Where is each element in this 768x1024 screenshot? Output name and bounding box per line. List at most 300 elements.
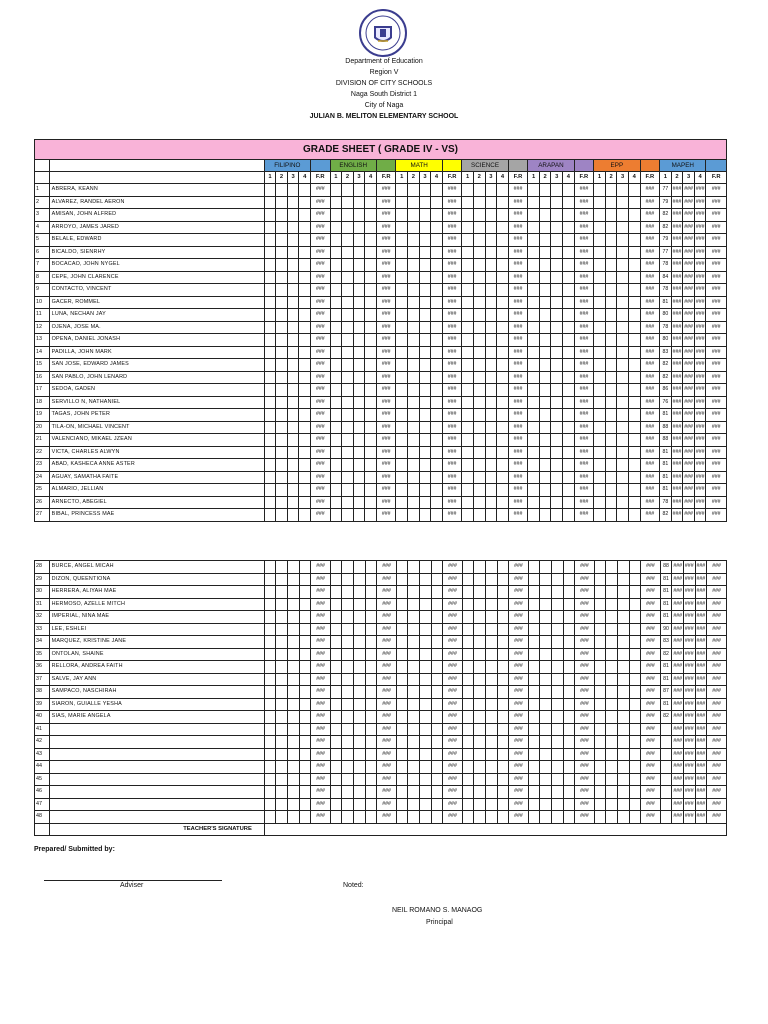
grade-cell[interactable] [629,573,641,586]
grade-cell[interactable] [462,446,474,459]
grade-cell[interactable] [287,196,299,209]
grade-cell[interactable] [462,623,474,636]
grade-cell[interactable] [617,359,629,372]
grade-cell[interactable] [408,711,420,724]
student-name[interactable] [49,761,264,774]
grade-cell[interactable] [287,484,299,497]
grade-cell[interactable] [594,384,606,397]
grade-cell[interactable] [276,409,288,422]
grade-cell[interactable] [474,811,486,824]
grade-cell[interactable]: ### [683,798,695,811]
grade-cell[interactable] [540,748,552,761]
student-name[interactable]: ABAD, KASHECA ANNE ASTER [49,459,264,472]
grade-cell[interactable] [408,434,420,447]
grade-cell[interactable] [276,598,288,611]
grade-cell[interactable] [276,221,288,234]
grade-cell[interactable] [276,371,288,384]
grade-cell[interactable]: ### [671,359,683,372]
grade-cell[interactable]: ### [683,496,695,509]
grade-cell[interactable] [299,209,311,222]
grade-cell[interactable] [594,471,606,484]
student-name[interactable]: SIARON, GUIALLE YESHA [49,698,264,711]
grade-cell[interactable] [288,736,300,749]
grade-cell[interactable] [497,636,509,649]
grade-cell[interactable] [605,384,617,397]
grade-cell[interactable] [628,284,640,297]
grade-cell[interactable] [462,698,474,711]
grade-cell[interactable] [628,509,640,522]
grade-cell[interactable] [264,698,276,711]
grade-cell[interactable] [617,711,629,724]
grade-cell[interactable] [287,446,299,459]
grade-cell[interactable] [594,359,606,372]
grade-cell[interactable] [473,371,485,384]
grade-cell[interactable] [528,321,540,334]
student-name[interactable]: BICALDO, SIENRHY [49,246,264,259]
grade-cell[interactable]: ### [683,346,695,359]
grade-cell[interactable] [419,296,431,309]
grade-cell[interactable] [299,509,311,522]
grade-cell[interactable] [420,711,432,724]
grade-cell[interactable]: ### [694,246,706,259]
grade-cell[interactable] [299,661,311,674]
grade-cell[interactable] [473,246,485,259]
grade-cell[interactable] [365,673,377,686]
grade-cell[interactable]: ### [683,723,695,736]
grade-cell[interactable] [629,686,641,699]
student-name[interactable]: CONTACTO, VINCENT [49,284,264,297]
grade-cell[interactable] [473,271,485,284]
grade-cell[interactable] [606,586,618,599]
grade-cell[interactable] [540,573,552,586]
grade-cell[interactable] [408,598,420,611]
grade-cell[interactable] [330,396,342,409]
grade-cell[interactable] [342,636,354,649]
grade-cell[interactable] [528,573,540,586]
grade-cell[interactable] [606,623,618,636]
grade-cell[interactable]: ### [694,496,706,509]
grade-cell[interactable] [563,686,575,699]
grade-cell[interactable] [276,271,288,284]
grade-cell[interactable] [354,561,366,574]
grade-cell[interactable] [431,359,443,372]
student-name[interactable]: BELALE, EDWARD [49,234,264,247]
grade-cell[interactable]: ### [694,284,706,297]
grade-cell[interactable]: ### [694,371,706,384]
grade-cell[interactable] [462,396,474,409]
student-name[interactable]: OJENA, JOSE MA. [49,321,264,334]
grade-cell[interactable] [594,623,606,636]
grade-cell[interactable] [594,271,606,284]
grade-cell[interactable] [473,346,485,359]
grade-cell[interactable] [342,711,354,724]
grade-cell[interactable] [299,321,311,334]
grade-cell[interactable] [330,623,342,636]
grade-cell[interactable]: ### [683,648,695,661]
grade-cell[interactable]: 83 [660,346,672,359]
grade-cell[interactable] [342,811,354,824]
grade-cell[interactable] [288,723,300,736]
grade-cell[interactable] [276,359,288,372]
grade-cell[interactable] [431,636,443,649]
grade-cell[interactable] [563,673,575,686]
grade-cell[interactable] [551,296,563,309]
grade-cell[interactable] [264,234,276,247]
grade-cell[interactable] [276,748,288,761]
grade-cell[interactable] [419,271,431,284]
grade-cell[interactable] [628,334,640,347]
grade-cell[interactable]: 78 [660,259,672,272]
grade-cell[interactable] [497,586,509,599]
grade-cell[interactable]: ### [683,184,695,197]
grade-cell[interactable] [594,798,606,811]
grade-cell[interactable] [474,673,486,686]
grade-cell[interactable]: ### [694,221,706,234]
grade-cell[interactable] [617,259,629,272]
grade-cell[interactable] [299,471,311,484]
grade-cell[interactable] [539,184,551,197]
grade-cell[interactable] [353,259,365,272]
grade-cell[interactable] [431,698,443,711]
grade-cell[interactable] [431,509,443,522]
grade-cell[interactable]: 82 [660,648,672,661]
grade-cell[interactable] [551,509,563,522]
grade-cell[interactable] [628,221,640,234]
grade-cell[interactable] [563,409,575,422]
grade-cell[interactable] [299,271,311,284]
grade-cell[interactable] [299,598,311,611]
grade-cell[interactable] [419,246,431,259]
grade-cell[interactable] [462,321,474,334]
grade-cell[interactable]: ### [672,698,684,711]
grade-cell[interactable] [628,321,640,334]
grade-cell[interactable] [594,723,606,736]
grade-cell[interactable] [474,686,486,699]
grade-cell[interactable]: ### [695,686,707,699]
grade-cell[interactable] [617,723,629,736]
grade-cell[interactable]: 81 [660,484,672,497]
grade-cell[interactable] [365,359,377,372]
grade-cell[interactable]: ### [683,573,695,586]
grade-cell[interactable]: ### [683,446,695,459]
grade-cell[interactable] [431,196,443,209]
grade-cell[interactable] [563,761,575,774]
grade-cell[interactable] [420,786,432,799]
grade-cell[interactable] [473,359,485,372]
grade-cell[interactable] [408,723,420,736]
grade-cell[interactable] [473,284,485,297]
grade-cell[interactable] [497,773,509,786]
grade-cell[interactable] [396,434,408,447]
grade-cell[interactable] [462,359,474,372]
grade-cell[interactable] [342,673,354,686]
grade-cell[interactable] [528,246,540,259]
grade-cell[interactable]: ### [683,271,695,284]
student-name[interactable]: LEE, ESHLEI [49,623,264,636]
grade-cell[interactable] [605,346,617,359]
grade-cell[interactable] [288,611,300,624]
grade-cell[interactable] [551,396,563,409]
grade-cell[interactable] [617,648,629,661]
grade-cell[interactable] [264,673,276,686]
grade-cell[interactable] [617,661,629,674]
grade-cell[interactable]: ### [671,296,683,309]
grade-cell[interactable] [264,384,276,397]
grade-cell[interactable] [486,573,498,586]
grade-cell[interactable] [299,234,311,247]
grade-cell[interactable]: ### [695,636,707,649]
grade-cell[interactable] [617,561,629,574]
grade-cell[interactable] [528,459,540,472]
grade-cell[interactable] [342,748,354,761]
grade-cell[interactable] [330,711,342,724]
grade-cell[interactable]: ### [683,661,695,674]
grade-cell[interactable] [431,259,443,272]
grade-cell[interactable]: 81 [660,661,672,674]
grade-cell[interactable]: ### [672,648,684,661]
grade-cell[interactable] [330,496,342,509]
grade-cell[interactable] [563,736,575,749]
grade-cell[interactable]: ### [683,421,695,434]
grade-cell[interactable] [299,421,311,434]
grade-cell[interactable] [474,611,486,624]
grade-cell[interactable] [408,686,420,699]
grade-cell[interactable] [486,811,498,824]
grade-cell[interactable]: ### [694,446,706,459]
grade-cell[interactable] [365,234,377,247]
grade-cell[interactable] [551,636,563,649]
grade-cell[interactable] [288,598,300,611]
grade-cell[interactable] [528,686,540,699]
grade-cell[interactable] [540,673,552,686]
grade-cell[interactable] [264,209,276,222]
grade-cell[interactable] [264,484,276,497]
grade-cell[interactable]: ### [683,711,695,724]
grade-cell[interactable] [497,811,509,824]
grade-cell[interactable] [353,434,365,447]
grade-cell[interactable] [551,259,563,272]
grade-cell[interactable]: 88 [660,434,672,447]
grade-cell[interactable] [264,196,276,209]
grade-cell[interactable] [396,484,408,497]
grade-cell[interactable] [396,271,408,284]
grade-cell[interactable] [288,711,300,724]
grade-cell[interactable] [628,434,640,447]
grade-cell[interactable] [594,484,606,497]
grade-cell[interactable] [264,509,276,522]
grade-cell[interactable] [264,561,276,574]
grade-cell[interactable] [617,371,629,384]
grade-cell[interactable] [617,284,629,297]
grade-cell[interactable] [462,786,474,799]
student-name[interactable]: DIZON, QUEENTIONA [49,573,264,586]
grade-cell[interactable] [462,561,474,574]
grade-cell[interactable] [485,421,497,434]
grade-cell[interactable] [342,698,354,711]
grade-cell[interactable] [420,686,432,699]
grade-cell[interactable] [408,471,420,484]
grade-cell[interactable] [287,359,299,372]
grade-cell[interactable] [462,384,474,397]
grade-cell[interactable] [594,748,606,761]
grade-cell[interactable] [365,471,377,484]
grade-cell[interactable] [365,384,377,397]
grade-cell[interactable]: ### [671,271,683,284]
grade-cell[interactable] [353,321,365,334]
grade-cell[interactable]: 77 [660,246,672,259]
grade-cell[interactable] [617,698,629,711]
grade-cell[interactable] [299,196,311,209]
grade-cell[interactable]: ### [671,246,683,259]
grade-cell[interactable] [330,246,342,259]
grade-cell[interactable] [408,509,420,522]
grade-cell[interactable] [563,773,575,786]
grade-cell[interactable] [474,648,486,661]
grade-cell[interactable] [462,484,474,497]
grade-cell[interactable] [288,586,300,599]
grade-cell[interactable] [497,698,509,711]
grade-cell[interactable] [606,561,618,574]
grade-cell[interactable] [431,661,443,674]
grade-cell[interactable] [528,698,540,711]
grade-cell[interactable] [287,409,299,422]
grade-cell[interactable] [462,409,474,422]
grade-cell[interactable] [264,573,276,586]
grade-cell[interactable] [299,573,311,586]
grade-cell[interactable] [342,346,354,359]
grade-cell[interactable]: 81 [660,471,672,484]
grade-cell[interactable]: ### [694,509,706,522]
grade-cell[interactable]: ### [672,748,684,761]
grade-cell[interactable] [606,661,618,674]
grade-cell[interactable]: ### [694,334,706,347]
grade-cell[interactable] [365,636,377,649]
grade-cell[interactable] [365,371,377,384]
grade-cell[interactable] [330,371,342,384]
grade-cell[interactable] [528,234,540,247]
grade-cell[interactable] [497,496,509,509]
grade-cell[interactable] [264,459,276,472]
grade-cell[interactable] [330,598,342,611]
grade-cell[interactable] [396,798,408,811]
grade-cell[interactable] [396,309,408,322]
grade-cell[interactable]: ### [671,509,683,522]
grade-cell[interactable]: ### [683,748,695,761]
grade-cell[interactable] [539,196,551,209]
grade-cell[interactable] [660,798,672,811]
grade-cell[interactable] [540,636,552,649]
grade-cell[interactable] [408,698,420,711]
grade-cell[interactable] [330,798,342,811]
grade-cell[interactable]: ### [683,334,695,347]
grade-cell[interactable] [551,661,563,674]
grade-cell[interactable] [563,573,575,586]
grade-cell[interactable] [497,573,509,586]
grade-cell[interactable] [485,434,497,447]
grade-cell[interactable] [462,748,474,761]
grade-cell[interactable] [628,196,640,209]
grade-cell[interactable] [594,598,606,611]
grade-cell[interactable]: 81 [660,459,672,472]
grade-cell[interactable] [408,221,420,234]
grade-cell[interactable] [330,334,342,347]
grade-cell[interactable] [342,648,354,661]
grade-cell[interactable]: ### [695,648,707,661]
grade-cell[interactable] [617,773,629,786]
grade-cell[interactable] [594,296,606,309]
grade-cell[interactable] [473,396,485,409]
grade-cell[interactable] [629,736,641,749]
student-name[interactable]: BIBAL, PRINCESS MAE [49,509,264,522]
grade-cell[interactable] [288,573,300,586]
grade-cell[interactable] [396,509,408,522]
grade-cell[interactable] [629,761,641,774]
grade-cell[interactable] [365,561,377,574]
grade-cell[interactable]: ### [683,673,695,686]
grade-cell[interactable] [617,309,629,322]
grade-cell[interactable] [540,798,552,811]
grade-cell[interactable] [431,396,443,409]
grade-cell[interactable] [485,359,497,372]
grade-cell[interactable] [365,184,377,197]
grade-cell[interactable] [606,611,618,624]
grade-cell[interactable] [365,748,377,761]
grade-cell[interactable] [264,686,276,699]
grade-cell[interactable] [497,446,509,459]
grade-cell[interactable] [486,636,498,649]
grade-cell[interactable] [330,586,342,599]
grade-cell[interactable] [563,509,575,522]
grade-cell[interactable] [342,284,354,297]
grade-cell[interactable] [276,811,288,824]
grade-cell[interactable] [299,346,311,359]
grade-cell[interactable] [563,371,575,384]
grade-cell[interactable] [528,786,540,799]
grade-cell[interactable] [617,459,629,472]
grade-cell[interactable] [353,471,365,484]
grade-cell[interactable] [419,509,431,522]
grade-cell[interactable] [396,561,408,574]
grade-cell[interactable] [330,648,342,661]
grade-cell[interactable] [551,284,563,297]
grade-cell[interactable]: ### [694,309,706,322]
grade-cell[interactable] [264,284,276,297]
grade-cell[interactable] [276,661,288,674]
grade-cell[interactable] [617,434,629,447]
grade-cell[interactable] [563,321,575,334]
grade-cell[interactable] [462,221,474,234]
grade-cell[interactable] [330,221,342,234]
grade-cell[interactable] [485,309,497,322]
grade-cell[interactable] [365,798,377,811]
grade-cell[interactable] [330,184,342,197]
grade-cell[interactable] [276,623,288,636]
grade-cell[interactable]: ### [695,661,707,674]
grade-cell[interactable] [365,736,377,749]
grade-cell[interactable] [497,184,509,197]
grade-cell[interactable] [396,471,408,484]
grade-cell[interactable]: 81 [660,296,672,309]
grade-cell[interactable] [594,636,606,649]
grade-cell[interactable] [354,698,366,711]
grade-cell[interactable] [660,748,672,761]
grade-cell[interactable]: 82 [660,221,672,234]
grade-cell[interactable]: ### [694,459,706,472]
grade-cell[interactable] [563,384,575,397]
grade-cell[interactable] [473,321,485,334]
grade-cell[interactable] [528,446,540,459]
grade-cell[interactable]: ### [671,459,683,472]
